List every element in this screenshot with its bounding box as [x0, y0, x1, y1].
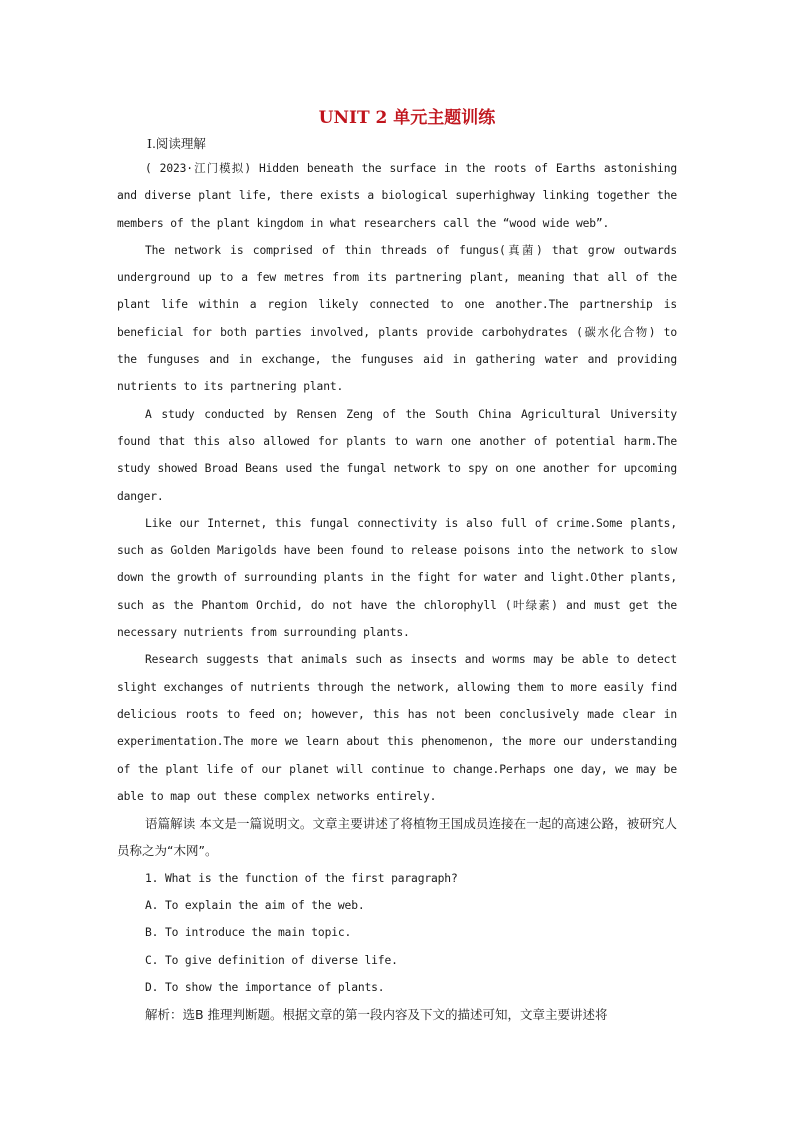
question-option-c: C. To give definition of diverse life. [145, 953, 398, 967]
unit-title: UNIT 2 单元主题训练 [318, 108, 496, 128]
section-heading: Ⅰ.阅读理解 [147, 136, 206, 151]
question-option-a: A. To explain the aim of the web. [145, 899, 365, 913]
question-stem: 1. What is the function of the first paragraph? [145, 871, 458, 885]
passage-paragraph-4: Like our Internet, this fungal connectivity is also full of crime.Some plants, such as Golden Marigolds have been found to release poisons into the network to slow down the growth of surrounding plants in the fight for water and light.Other plants, such as the Phantom Orchid, do not have the chlorophyll (叶绿素) and must get the necessary nutrients from surrounding plants. [117, 516, 677, 640]
question-option-d: D. To show the importance of plants. [145, 980, 385, 994]
passage-summary: 语篇解读 本文是一篇说明文。文章主要讲述了将植物王国成员连接在一起的高速公路，被研究人员称之为“木网”。 [117, 816, 677, 859]
document-page [117, 100, 677, 1029]
passage-paragraph-3: A study conducted by Rensen Zeng of the South China Agricultural University found that this also allowed for plants to warn one another of potential harm.The study showed Broad Beans used the fungal network to spy on one another for upcoming danger. [117, 407, 677, 503]
passage-paragraph-1: ( 2023·江门模拟) Hidden beneath the surface in the roots of Earths astonishing and diverse plant life, there exists a biological superhighway linking together the members of the plant kingdom in what researchers call the “wood wide web”. [117, 162, 677, 230]
passage-paragraph-2: The network is comprised of thin threads of fungus(真菌) that grow outwards underground up to a few metres from its partnering plant, meaning that all of the plant life within a region likely connected to one another.The partnership is beneficial for both parties involved, plants provide carbohydrates (碳水化合物) to the funguses and in exchange, the funguses aid in gathering water and providing nutrients to its partnering plant. [117, 243, 677, 394]
passage-paragraph-5: Research suggests that animals such as insects and worms may be able to detect slight exchanges of nutrients through the network, allowing them to more easily find delicious roots to feed on; however, this has not been conclusively made clear in experimentation.The more we learn about this phenomenon, the more our understanding of the plant life of our planet will continue to change.Perhaps one day, we may be able to map out these complex networks entirely. [117, 653, 677, 803]
answer-analysis: 解析：选B 推理判断题。根据文章的第一段内容及下文的描述可知，文章主要讲述将 [145, 1007, 608, 1023]
question-option-b: B. To introduce the main topic. [145, 926, 352, 940]
